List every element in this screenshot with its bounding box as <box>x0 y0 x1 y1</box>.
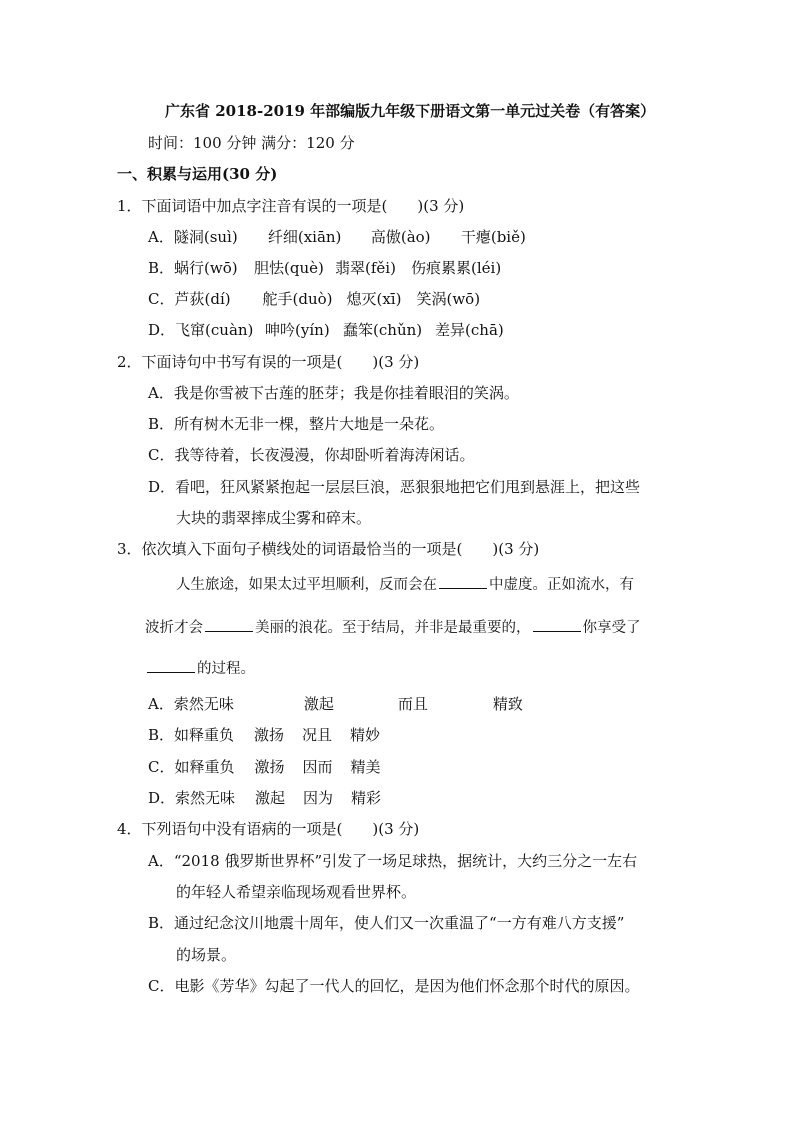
question-2-option-c: C．我等待着，长夜漫漫，你却卧听着海涛闲话。 <box>148 446 475 464</box>
question-1-option-d: D．飞窜(cuàn) 呻吟(yín) 蠢笨(chǔn) 差异(chā) <box>148 321 504 339</box>
question-3-stem: 3．依次填入下面句子横线处的词语最恰当的一项是( )(3 分) <box>117 540 540 558</box>
question-2-option-d: D．看吧，狂风紧紧抱起一层层巨浪，恶狠狠地把它们甩到悬涯上，把这些 <box>148 478 641 496</box>
page-title: 广东省 2018-2019 年部编版九年级下册语文第一单元过关卷（有答案） <box>165 102 656 120</box>
question-1-option-a: A．隧洞(suì) 纤细(xiān) 高傲(ào) 干瘪(biě) <box>148 228 526 246</box>
question-3-option-a: A．索然无味 激起 而且 精致 <box>148 695 523 713</box>
question-4-stem: 4．下列语句中没有语病的一项是( )(3 分) <box>117 820 420 838</box>
section-heading: 一、积累与运用(30 分) <box>117 165 278 183</box>
fill-blank <box>439 573 487 589</box>
question-4-option-c: C．电影《芳华》勾起了一代人的回忆，是因为他们怀念那个时代的原因。 <box>148 977 640 995</box>
question-3-option-b: B．如释重负 激扬 况且 精妙 <box>148 726 381 744</box>
question-1-option-c: C．芦荻(dí) 舵手(duò) 熄灭(xī) 笑涡(wō) <box>148 290 481 308</box>
question-2-option-d-continued: 大块的翡翠摔成尘雾和碎末。 <box>176 509 372 527</box>
fill-blank <box>533 616 581 632</box>
question-4-option-b-continued: 的场景。 <box>176 946 237 964</box>
question-3-option-d: D．索然无味 激起 因为 精彩 <box>148 789 382 807</box>
question-2-stem: 2．下面诗句中书写有误的一项是( )(3 分) <box>117 353 420 371</box>
fill-blank <box>205 616 253 632</box>
question-2-option-b: B．所有树木无非一棵，整片大地是一朵花。 <box>148 415 445 433</box>
question-3-passage-line-1: 人生旅途，如果太过平坦顺利，反而会在 中虚度。正如流水，有 <box>176 573 634 595</box>
question-3-option-c: C．如释重负 激扬 因而 精美 <box>148 758 381 776</box>
question-1-stem: 1．下面词语中加点字注音有误的一项是( )(3 分) <box>117 197 465 215</box>
fill-blank <box>147 657 195 673</box>
question-2-option-a: A．我是你雪被下古莲的胚芽；我是你挂着眼泪的笑涡。 <box>148 384 519 402</box>
question-3-passage-line-2: 波折才会 美丽的浪花。至于结局，并非是最重要的， 你享受了 <box>145 616 641 638</box>
question-1-option-b: B．蜗行(wō) 胆怯(què) 翡翠(fěi) 伤痕累累(léi) <box>148 259 502 277</box>
question-4-option-a: A．“2018 俄罗斯世界杯”引发了一场足球热，据统计，大约三分之一左右 <box>148 852 638 870</box>
question-3-passage-line-3: 的过程。 <box>145 657 255 679</box>
question-4-option-a-continued: 的年轻人希望亲临现场观看世界杯。 <box>176 883 417 901</box>
exam-meta: 时间：100 分钟 满分：120 分 <box>148 134 355 152</box>
question-4-option-b: B．通过纪念汶川地震十周年，使人们又一次重温了“一方有难八方支援” <box>148 914 625 932</box>
